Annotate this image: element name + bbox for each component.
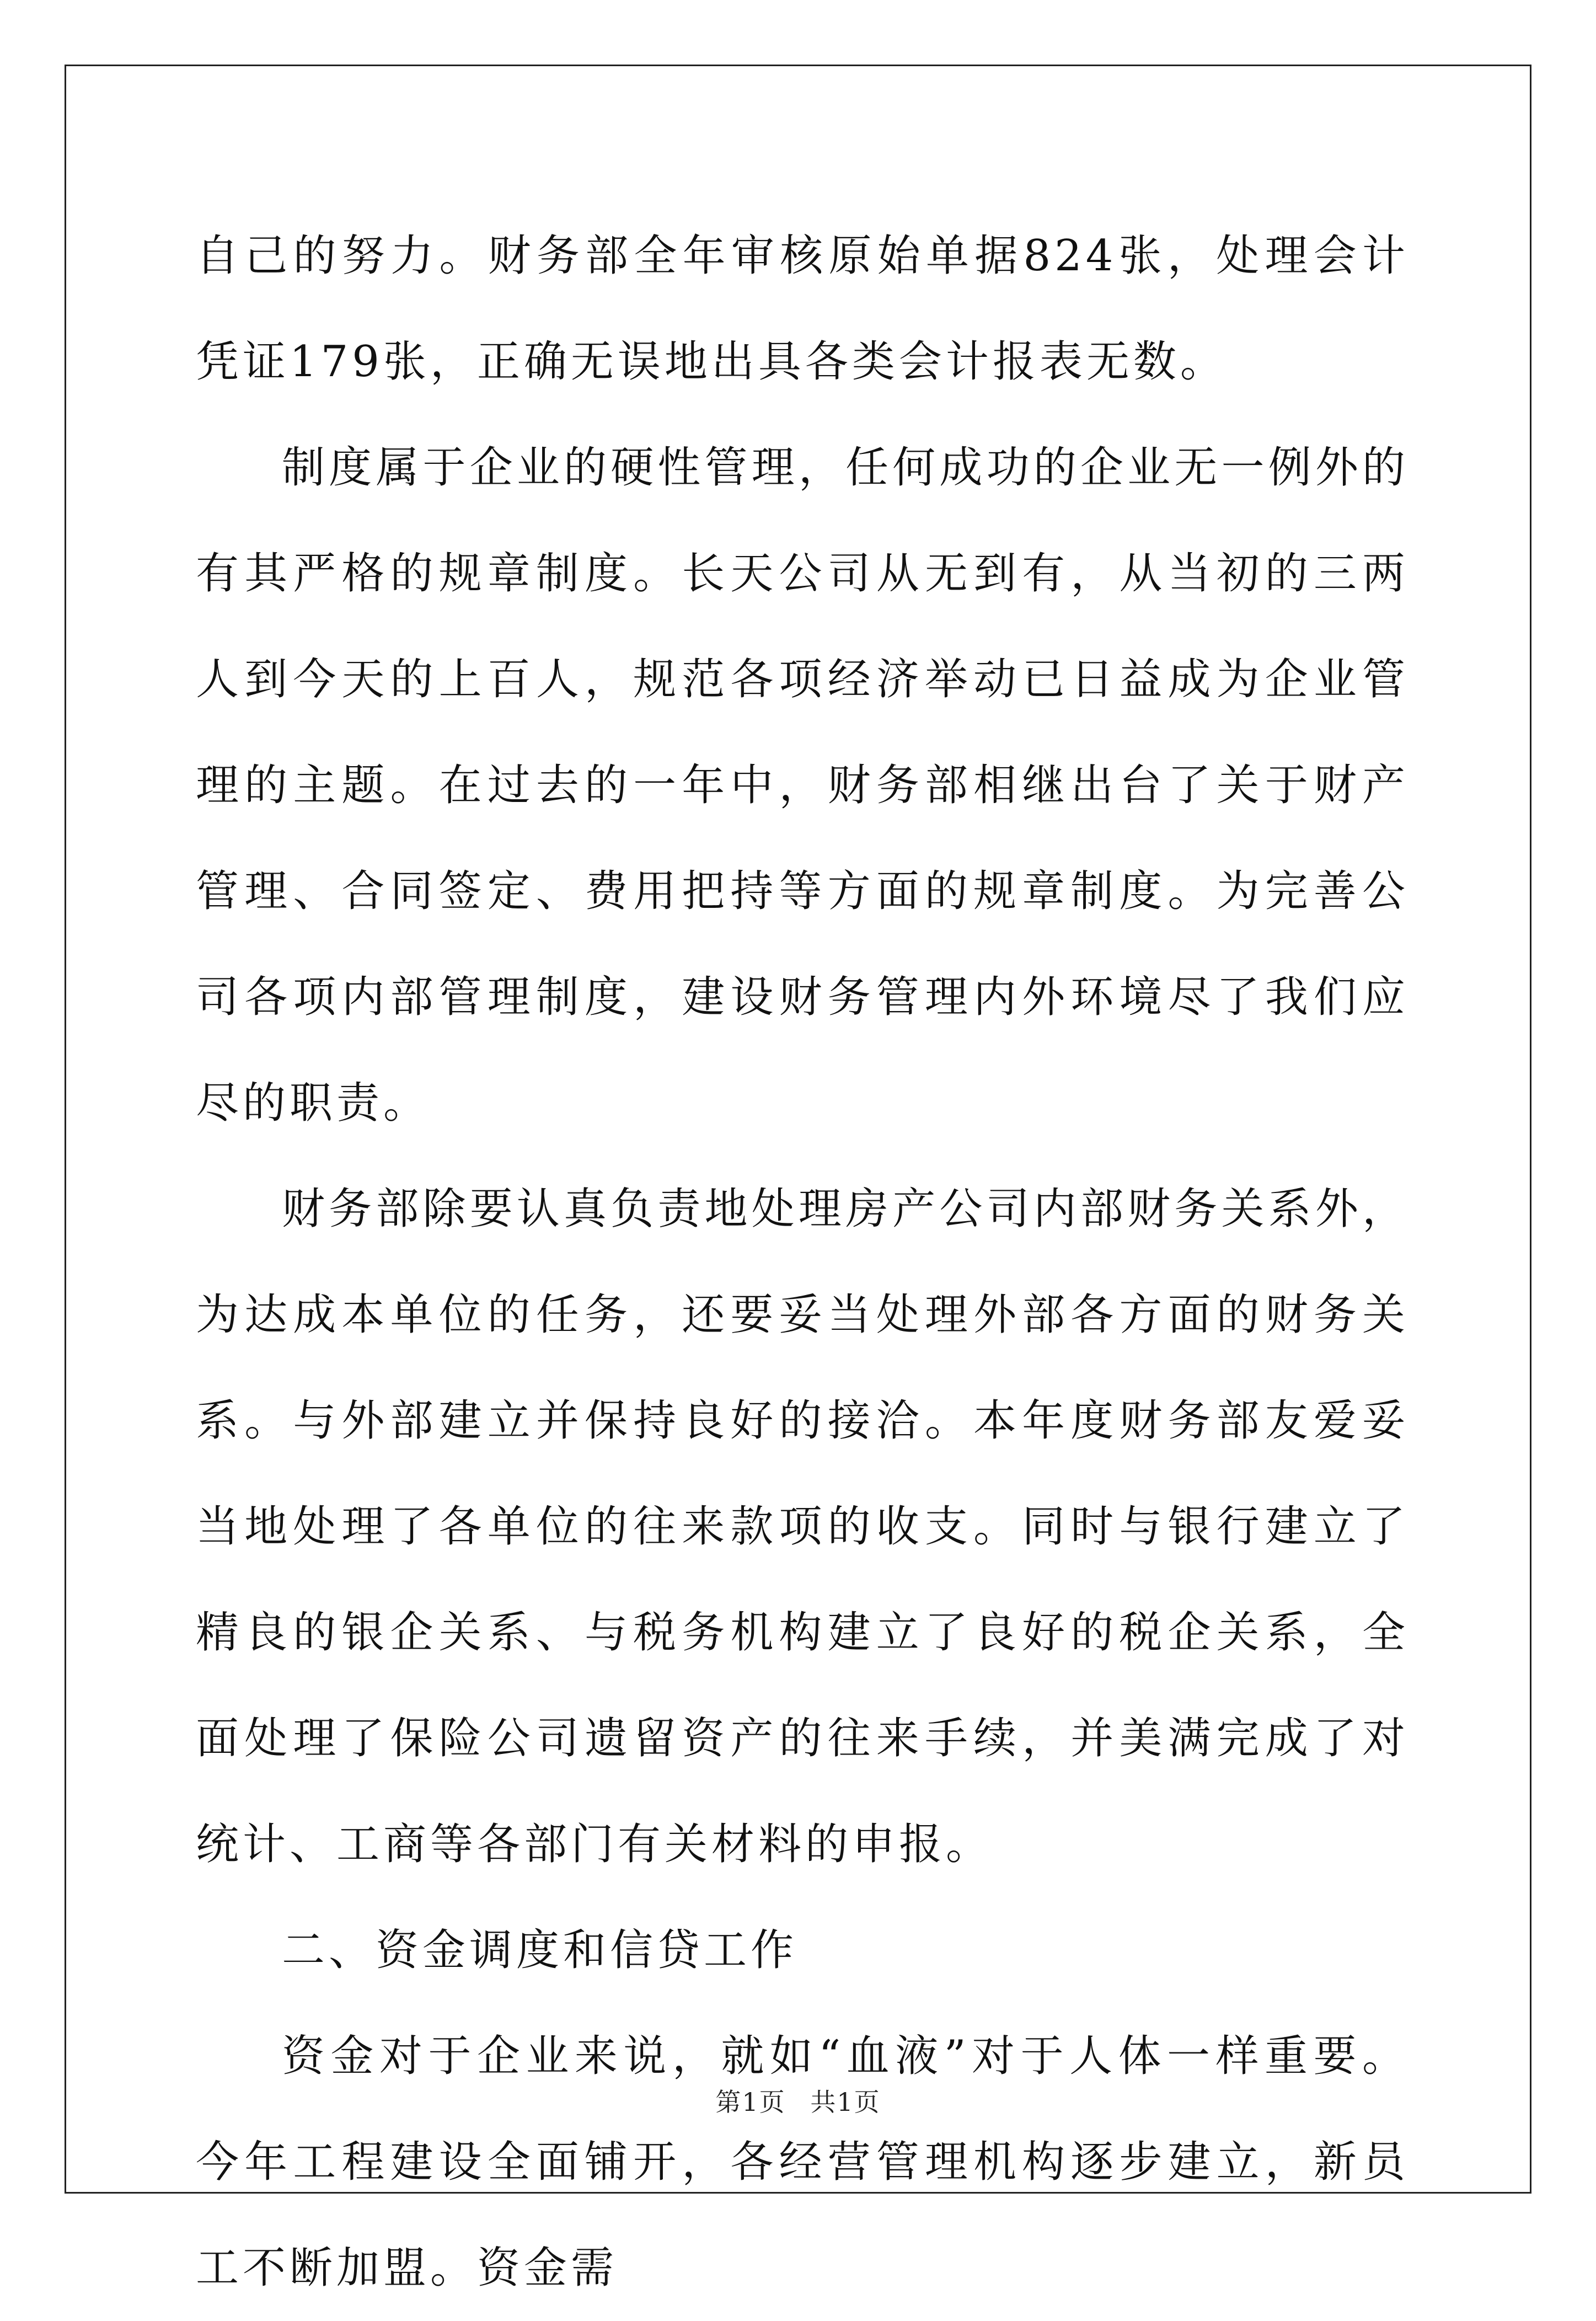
paragraph-5: 资金对于企业来说，就如“血液”对于人体一样重要。今年工程建设全面铺开，各经营管理机构逐步建立，新员工不断加盟。资金需 (196, 2031, 1409, 2293)
section-heading: 二、资金调度和信贷工作 (282, 1926, 798, 1975)
page-number: 第1页 (715, 2087, 786, 2117)
paragraph-2: 制度属于企业的硬性管理，任何成功的企业无一例外的有其严格的规章制度。长天公司从无到有，从当初的三两人到今天的上百人，规范各项经济举动已日益成为企业管理的主题。在过去的一年中，财务部相继出台了关于财产管理、合同签定、费用把持等方面的规章制度。为完善公司各项内部管理制度，建设财务管理内外环境尽了我们应尽的职责。 (196, 443, 1409, 1128)
paragraph-3: 财务部除要认真负责地处理房产公司内部财务关系外，为达成本单位的任务，还要妥当处理外部各方面的财务关系。与外部建立并保持良好的接洽。本年度财务部友爱妥当地处理了各单位的往来款项的收支。同时与银行建立了精良的银企关系、与税务机构建立了良好的税企关系，全面处理了保险公司遗留资产的往来手续，并美满完成了对统计、工商等各部门有关材料的申报。 (196, 1184, 1409, 1869)
page-total: 共1页 (810, 2087, 881, 2117)
page-footer (0, 2082, 1596, 2119)
paragraph-1: 自己的努力。财务部全年审核原始单据824张，处理会计凭证179张，正确无误地出具各类会计报表无数。 (196, 231, 1409, 387)
document-body (196, 203, 1409, 2321)
